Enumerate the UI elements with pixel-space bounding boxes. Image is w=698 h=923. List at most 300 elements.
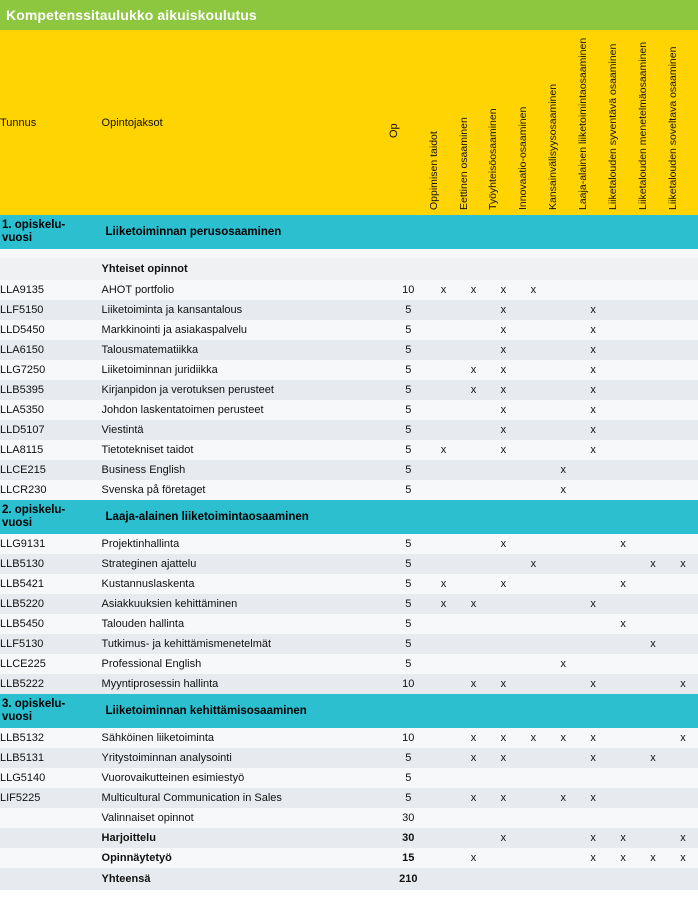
row-credits: 5 bbox=[388, 340, 429, 360]
row-competence-mark-4 bbox=[518, 574, 548, 594]
row-competence-mark-3 bbox=[488, 848, 518, 868]
row-competence-mark-7 bbox=[608, 420, 638, 440]
table-row bbox=[0, 768, 698, 788]
row-competence-mark-2 bbox=[459, 828, 489, 848]
row-credits: 5 bbox=[388, 480, 429, 500]
row-competence-mark-7 bbox=[608, 440, 638, 460]
row-competence-mark-9: x bbox=[668, 674, 698, 694]
table-row bbox=[0, 440, 698, 460]
row-course-name: Yritystoiminnan analysointi bbox=[102, 748, 388, 768]
row-competence-mark-3: x bbox=[488, 340, 518, 360]
header-competence-6: Laaja-alainen liiketoimintaosaaminen bbox=[578, 30, 608, 215]
row-competence-mark-6 bbox=[578, 554, 608, 574]
matrix-body bbox=[0, 30, 698, 890]
row-course-name: Kustannuslaskenta bbox=[102, 574, 388, 594]
row-competence-mark-6: x bbox=[578, 300, 608, 320]
row-credits: 5 bbox=[388, 748, 429, 768]
row-competence-mark-8 bbox=[638, 420, 668, 440]
row-competence-mark-4 bbox=[518, 848, 548, 868]
row-competence-mark-5 bbox=[548, 768, 578, 788]
row-competence-mark-7: x bbox=[608, 614, 638, 634]
section-spacer-cell bbox=[429, 500, 459, 534]
row-competence-mark-5 bbox=[548, 574, 578, 594]
row-competence-mark-9 bbox=[668, 300, 698, 320]
row-code: LLG9131 bbox=[0, 534, 102, 554]
total-row bbox=[0, 868, 698, 890]
row-competence-mark-2 bbox=[459, 654, 489, 674]
section-spacer-cell bbox=[638, 500, 668, 534]
row-competence-mark-7 bbox=[608, 728, 638, 748]
row-competence-mark-7 bbox=[608, 594, 638, 614]
row-competence-mark-1 bbox=[429, 380, 459, 400]
row-competence-mark-8: x bbox=[638, 848, 668, 868]
row-competence-mark-2: x bbox=[459, 360, 489, 380]
row-competence-mark-1 bbox=[429, 768, 459, 788]
row-competence-mark-4: x bbox=[518, 554, 548, 574]
section-spacer-cell bbox=[668, 694, 698, 728]
row-competence-mark-2: x bbox=[459, 280, 489, 300]
row-competence-mark-1 bbox=[429, 614, 459, 634]
row-competence-mark-2 bbox=[459, 634, 489, 654]
row-credits: 5 bbox=[388, 380, 429, 400]
row-competence-mark-3 bbox=[488, 594, 518, 614]
row-competence-mark-5: x bbox=[548, 480, 578, 500]
header-competence-5: Kansainvälisyysosaaminen bbox=[548, 30, 578, 215]
row-competence-mark-4 bbox=[518, 674, 548, 694]
row-credits: 5 bbox=[388, 400, 429, 420]
section-title: Laaja-alainen liiketoimintaosaaminen bbox=[102, 500, 388, 534]
row-competence-mark-6: x bbox=[578, 420, 608, 440]
row-competence-mark-5 bbox=[548, 420, 578, 440]
header-competence-8: Liiketalouden menetelmäosaaminen bbox=[638, 30, 668, 215]
row-competence-mark-7 bbox=[608, 634, 638, 654]
table-row bbox=[0, 594, 698, 614]
row-course-name: Vuorovaikutteinen esimiestyö bbox=[102, 768, 388, 788]
row-competence-mark-8 bbox=[638, 574, 668, 594]
group-header-label: Yhteiset opinnot bbox=[102, 258, 388, 280]
row-competence-mark-5 bbox=[548, 534, 578, 554]
row-competence-mark-4 bbox=[518, 420, 548, 440]
table-row bbox=[0, 480, 698, 500]
row-competence-mark-4: x bbox=[518, 280, 548, 300]
row-competence-mark-4 bbox=[518, 594, 548, 614]
row-competence-mark-4 bbox=[518, 360, 548, 380]
row-course-name: Myyntiprosessin hallinta bbox=[102, 674, 388, 694]
row-competence-mark-3 bbox=[488, 634, 518, 654]
row-competence-mark-1 bbox=[429, 340, 459, 360]
row-code: LLB5450 bbox=[0, 614, 102, 634]
table-row bbox=[0, 634, 698, 654]
section-spacer-cell bbox=[488, 500, 518, 534]
row-competence-mark-2: x bbox=[459, 848, 489, 868]
row-competence-mark-2 bbox=[459, 574, 489, 594]
row-credits: 5 bbox=[388, 460, 429, 480]
row-credits: 10 bbox=[388, 728, 429, 748]
row-competence-mark-2 bbox=[459, 614, 489, 634]
row-competence-mark-4 bbox=[518, 788, 548, 808]
row-competence-mark-9 bbox=[668, 340, 698, 360]
row-competence-mark-2: x bbox=[459, 748, 489, 768]
row-credits: 5 bbox=[388, 594, 429, 614]
section-spacer-cell bbox=[608, 500, 638, 534]
table-row bbox=[0, 300, 698, 320]
row-competence-mark-7 bbox=[608, 360, 638, 380]
row-competence-mark-9 bbox=[668, 420, 698, 440]
row-competence-mark-8 bbox=[638, 320, 668, 340]
row-competence-mark-9 bbox=[668, 360, 698, 380]
section-spacer-cell bbox=[429, 694, 459, 728]
row-course-name: Kirjanpidon ja verotuksen perusteet bbox=[102, 380, 388, 400]
row-competence-mark-6 bbox=[578, 808, 608, 828]
section-spacer-cell bbox=[548, 500, 578, 534]
row-competence-mark-5 bbox=[548, 594, 578, 614]
row-competence-mark-6: x bbox=[578, 440, 608, 460]
row-competence-mark-7 bbox=[608, 400, 638, 420]
row-competence-mark-1 bbox=[429, 400, 459, 420]
page-title: Kompetenssitaulukko aikuiskoulutus bbox=[6, 7, 257, 23]
row-course-name: AHOT portfolio bbox=[102, 280, 388, 300]
row-competence-mark-8 bbox=[638, 674, 668, 694]
row-competence-mark-9: x bbox=[668, 848, 698, 868]
row-competence-mark-8 bbox=[638, 654, 668, 674]
table-row bbox=[0, 728, 698, 748]
table-row bbox=[0, 848, 698, 868]
row-competence-mark-4 bbox=[518, 748, 548, 768]
section-title: Liiketoiminnan kehittämisosaaminen bbox=[102, 694, 388, 728]
row-course-name: Talousmatematiikka bbox=[102, 340, 388, 360]
row-credits: 5 bbox=[388, 614, 429, 634]
row-competence-mark-5 bbox=[548, 360, 578, 380]
row-competence-mark-6 bbox=[578, 460, 608, 480]
header-competence-9: Liiketalouden soveltava osaaminen bbox=[668, 30, 698, 215]
row-competence-mark-8 bbox=[638, 614, 668, 634]
row-code: LLCE225 bbox=[0, 654, 102, 674]
section-spacer-cell bbox=[459, 215, 489, 249]
row-code: LLB5132 bbox=[0, 728, 102, 748]
row-competence-mark-6: x bbox=[578, 748, 608, 768]
row-competence-mark-6 bbox=[578, 634, 608, 654]
row-competence-mark-6: x bbox=[578, 674, 608, 694]
table-row bbox=[0, 554, 698, 574]
row-competence-mark-1 bbox=[429, 788, 459, 808]
row-competence-mark-2: x bbox=[459, 788, 489, 808]
row-competence-mark-9: x bbox=[668, 554, 698, 574]
row-code: LLA8115 bbox=[0, 440, 102, 460]
row-competence-mark-8 bbox=[638, 460, 668, 480]
table-row bbox=[0, 420, 698, 440]
table-row bbox=[0, 400, 698, 420]
row-competence-mark-9 bbox=[668, 320, 698, 340]
row-competence-mark-6 bbox=[578, 768, 608, 788]
row-competence-mark-7 bbox=[608, 808, 638, 828]
row-competence-mark-3 bbox=[488, 654, 518, 674]
row-competence-mark-5: x bbox=[548, 654, 578, 674]
row-code: LLD5107 bbox=[0, 420, 102, 440]
row-credits: 5 bbox=[388, 634, 429, 654]
row-credits: 30 bbox=[388, 808, 429, 828]
row-competence-mark-3: x bbox=[488, 788, 518, 808]
row-competence-mark-9 bbox=[668, 614, 698, 634]
row-competence-mark-5 bbox=[548, 340, 578, 360]
row-competence-mark-8 bbox=[638, 728, 668, 748]
row-competence-mark-2 bbox=[459, 460, 489, 480]
row-competence-mark-5 bbox=[548, 674, 578, 694]
row-credits: 10 bbox=[388, 280, 429, 300]
row-competence-mark-8: x bbox=[638, 634, 668, 654]
row-course-name: Business English bbox=[102, 460, 388, 480]
row-competence-mark-8 bbox=[638, 788, 668, 808]
section-spacer-cell bbox=[608, 694, 638, 728]
row-competence-mark-9: x bbox=[668, 828, 698, 848]
row-competence-mark-4 bbox=[518, 768, 548, 788]
table-row bbox=[0, 614, 698, 634]
row-course-name: Markkinointi ja asiakaspalvelu bbox=[102, 320, 388, 340]
row-competence-mark-4 bbox=[518, 380, 548, 400]
row-competence-mark-6: x bbox=[578, 788, 608, 808]
row-competence-mark-5 bbox=[548, 808, 578, 828]
row-code: LIF5225 bbox=[0, 788, 102, 808]
row-competence-mark-3 bbox=[488, 554, 518, 574]
row-competence-mark-5 bbox=[548, 400, 578, 420]
section-year-label: 1. opiskelu- vuosi bbox=[0, 215, 102, 249]
row-competence-mark-4 bbox=[518, 808, 548, 828]
row-competence-mark-9 bbox=[668, 768, 698, 788]
row-competence-mark-1 bbox=[429, 480, 459, 500]
header-competence-3: Työyhteisöosaaminen bbox=[488, 30, 518, 215]
row-competence-mark-4 bbox=[518, 828, 548, 848]
header-competence-2: Eettinen osaaminen bbox=[459, 30, 489, 215]
row-competence-mark-8 bbox=[638, 280, 668, 300]
table-row bbox=[0, 654, 698, 674]
section-spacer-cell bbox=[388, 215, 429, 249]
row-competence-mark-1: x bbox=[429, 574, 459, 594]
row-credits: 5 bbox=[388, 654, 429, 674]
row-course-name: Asiakkuuksien kehittäminen bbox=[102, 594, 388, 614]
row-competence-mark-3: x bbox=[488, 440, 518, 460]
row-competence-mark-2: x bbox=[459, 380, 489, 400]
row-course-name: Projektinhallinta bbox=[102, 534, 388, 554]
table-row bbox=[0, 574, 698, 594]
row-credits: 5 bbox=[388, 420, 429, 440]
row-competence-mark-1 bbox=[429, 728, 459, 748]
row-competence-mark-9 bbox=[668, 480, 698, 500]
row-competence-mark-2 bbox=[459, 534, 489, 554]
table-row bbox=[0, 280, 698, 300]
row-competence-mark-1 bbox=[429, 674, 459, 694]
row-competence-mark-3: x bbox=[488, 400, 518, 420]
row-credits: 5 bbox=[388, 360, 429, 380]
row-competence-mark-6: x bbox=[578, 848, 608, 868]
section-spacer-cell bbox=[608, 215, 638, 249]
competence-matrix-table bbox=[0, 30, 698, 890]
row-competence-mark-7 bbox=[608, 460, 638, 480]
row-course-name: Tutkimus- ja kehittämismenetelmät bbox=[102, 634, 388, 654]
row-competence-mark-3 bbox=[488, 614, 518, 634]
row-competence-mark-1 bbox=[429, 460, 459, 480]
row-credits: 5 bbox=[388, 788, 429, 808]
row-course-name: Liiketoiminnan juridiikka bbox=[102, 360, 388, 380]
table-row bbox=[0, 748, 698, 768]
row-code: LLCE215 bbox=[0, 460, 102, 480]
row-credits: 5 bbox=[388, 300, 429, 320]
row-competence-mark-5: x bbox=[548, 460, 578, 480]
table-row bbox=[0, 674, 698, 694]
row-competence-mark-7 bbox=[608, 554, 638, 574]
section-spacer-cell bbox=[638, 694, 668, 728]
row-competence-mark-8 bbox=[638, 534, 668, 554]
row-code: LLF5150 bbox=[0, 300, 102, 320]
row-competence-mark-7 bbox=[608, 340, 638, 360]
row-competence-mark-5 bbox=[548, 320, 578, 340]
row-competence-mark-2 bbox=[459, 320, 489, 340]
row-competence-mark-1 bbox=[429, 848, 459, 868]
row-competence-mark-8 bbox=[638, 768, 668, 788]
row-competence-mark-8 bbox=[638, 400, 668, 420]
row-competence-mark-6: x bbox=[578, 320, 608, 340]
section-row-year1 bbox=[0, 215, 698, 249]
row-competence-mark-5 bbox=[548, 848, 578, 868]
row-competence-mark-3: x bbox=[488, 360, 518, 380]
row-competence-mark-2 bbox=[459, 554, 489, 574]
row-competence-mark-1 bbox=[429, 654, 459, 674]
row-competence-mark-4 bbox=[518, 340, 548, 360]
row-competence-mark-7: x bbox=[608, 828, 638, 848]
row-competence-mark-1 bbox=[429, 300, 459, 320]
row-competence-mark-3 bbox=[488, 460, 518, 480]
row-competence-mark-1 bbox=[429, 420, 459, 440]
row-competence-mark-3: x bbox=[488, 380, 518, 400]
row-competence-mark-1 bbox=[429, 634, 459, 654]
row-competence-mark-6: x bbox=[578, 728, 608, 748]
table-row bbox=[0, 320, 698, 340]
section-spacer-cell bbox=[388, 694, 429, 728]
row-competence-mark-7 bbox=[608, 748, 638, 768]
row-competence-mark-8 bbox=[638, 340, 668, 360]
row-competence-mark-6 bbox=[578, 654, 608, 674]
section-spacer-cell bbox=[578, 215, 608, 249]
total-label: Yhteensä bbox=[102, 868, 388, 890]
row-competence-mark-4 bbox=[518, 460, 548, 480]
row-competence-mark-7 bbox=[608, 674, 638, 694]
row-competence-mark-6: x bbox=[578, 380, 608, 400]
row-competence-mark-7 bbox=[608, 280, 638, 300]
row-course-name: Talouden hallinta bbox=[102, 614, 388, 634]
section-row-year2 bbox=[0, 500, 698, 534]
section-spacer-cell bbox=[518, 500, 548, 534]
row-competence-mark-9 bbox=[668, 808, 698, 828]
row-competence-mark-6 bbox=[578, 614, 608, 634]
row-code bbox=[0, 848, 102, 868]
section-year-label: 3. opiskelu- vuosi bbox=[0, 694, 102, 728]
row-competence-mark-4 bbox=[518, 654, 548, 674]
row-competence-mark-7 bbox=[608, 480, 638, 500]
section-year-label: 2. opiskelu- vuosi bbox=[0, 500, 102, 534]
row-competence-mark-6: x bbox=[578, 360, 608, 380]
row-competence-mark-3: x bbox=[488, 420, 518, 440]
row-competence-mark-8 bbox=[638, 480, 668, 500]
row-course-name: Strateginen ajattelu bbox=[102, 554, 388, 574]
table-row bbox=[0, 360, 698, 380]
row-competence-mark-2 bbox=[459, 808, 489, 828]
row-competence-mark-5 bbox=[548, 440, 578, 460]
row-code: LLB5130 bbox=[0, 554, 102, 574]
row-competence-mark-7 bbox=[608, 380, 638, 400]
row-competence-mark-1 bbox=[429, 828, 459, 848]
row-code: LLG5140 bbox=[0, 768, 102, 788]
section-spacer-cell bbox=[578, 694, 608, 728]
total-credits: 210 bbox=[388, 868, 429, 890]
row-competence-mark-1 bbox=[429, 534, 459, 554]
row-competence-mark-1: x bbox=[429, 440, 459, 460]
row-competence-mark-2 bbox=[459, 400, 489, 420]
row-credits: 5 bbox=[388, 768, 429, 788]
row-competence-mark-9 bbox=[668, 748, 698, 768]
row-competence-mark-3 bbox=[488, 808, 518, 828]
row-credits: 5 bbox=[388, 574, 429, 594]
row-competence-mark-5 bbox=[548, 554, 578, 574]
section-title: Liiketoiminnan perusosaaminen bbox=[102, 215, 388, 249]
row-competence-mark-2 bbox=[459, 340, 489, 360]
row-competence-mark-3: x bbox=[488, 674, 518, 694]
row-competence-mark-9 bbox=[668, 654, 698, 674]
row-competence-mark-1 bbox=[429, 360, 459, 380]
row-course-name: Svenska på företaget bbox=[102, 480, 388, 500]
row-competence-mark-1 bbox=[429, 808, 459, 828]
row-competence-mark-6: x bbox=[578, 828, 608, 848]
row-competence-mark-2: x bbox=[459, 728, 489, 748]
row-competence-mark-8 bbox=[638, 808, 668, 828]
row-competence-mark-1: x bbox=[429, 280, 459, 300]
section-spacer-cell bbox=[488, 694, 518, 728]
row-competence-mark-6: x bbox=[578, 400, 608, 420]
row-competence-mark-7: x bbox=[608, 848, 638, 868]
section-spacer-cell bbox=[638, 215, 668, 249]
section-row-year3 bbox=[0, 694, 698, 728]
row-competence-mark-7 bbox=[608, 320, 638, 340]
row-competence-mark-4 bbox=[518, 614, 548, 634]
row-competence-mark-4 bbox=[518, 634, 548, 654]
row-competence-mark-5 bbox=[548, 380, 578, 400]
row-competence-mark-6: x bbox=[578, 594, 608, 614]
row-competence-mark-7 bbox=[608, 768, 638, 788]
row-credits: 10 bbox=[388, 674, 429, 694]
row-course-name: Valinnaiset opinnot bbox=[102, 808, 388, 828]
row-competence-mark-9 bbox=[668, 380, 698, 400]
row-competence-mark-6: x bbox=[578, 340, 608, 360]
row-competence-mark-6 bbox=[578, 480, 608, 500]
row-competence-mark-9 bbox=[668, 788, 698, 808]
section-spacer-cell bbox=[578, 500, 608, 534]
row-course-name: Professional English bbox=[102, 654, 388, 674]
group-header-row bbox=[0, 258, 698, 280]
row-competence-mark-9 bbox=[668, 280, 698, 300]
row-credits: 5 bbox=[388, 534, 429, 554]
row-competence-mark-9 bbox=[668, 594, 698, 614]
row-competence-mark-5: x bbox=[548, 728, 578, 748]
header-competence-7: Liiketalouden syventävä osaaminen bbox=[608, 30, 638, 215]
section-spacer-cell bbox=[668, 500, 698, 534]
row-competence-mark-7: x bbox=[608, 534, 638, 554]
section-spacer-cell bbox=[548, 694, 578, 728]
table-row bbox=[0, 828, 698, 848]
row-competence-mark-4 bbox=[518, 534, 548, 554]
row-code: LLG7250 bbox=[0, 360, 102, 380]
row-competence-mark-9 bbox=[668, 400, 698, 420]
header-name-label: Opintojaksot bbox=[102, 30, 388, 215]
row-competence-mark-4 bbox=[518, 300, 548, 320]
row-course-name: Opinnäytetyö bbox=[102, 848, 388, 868]
row-competence-mark-2 bbox=[459, 440, 489, 460]
